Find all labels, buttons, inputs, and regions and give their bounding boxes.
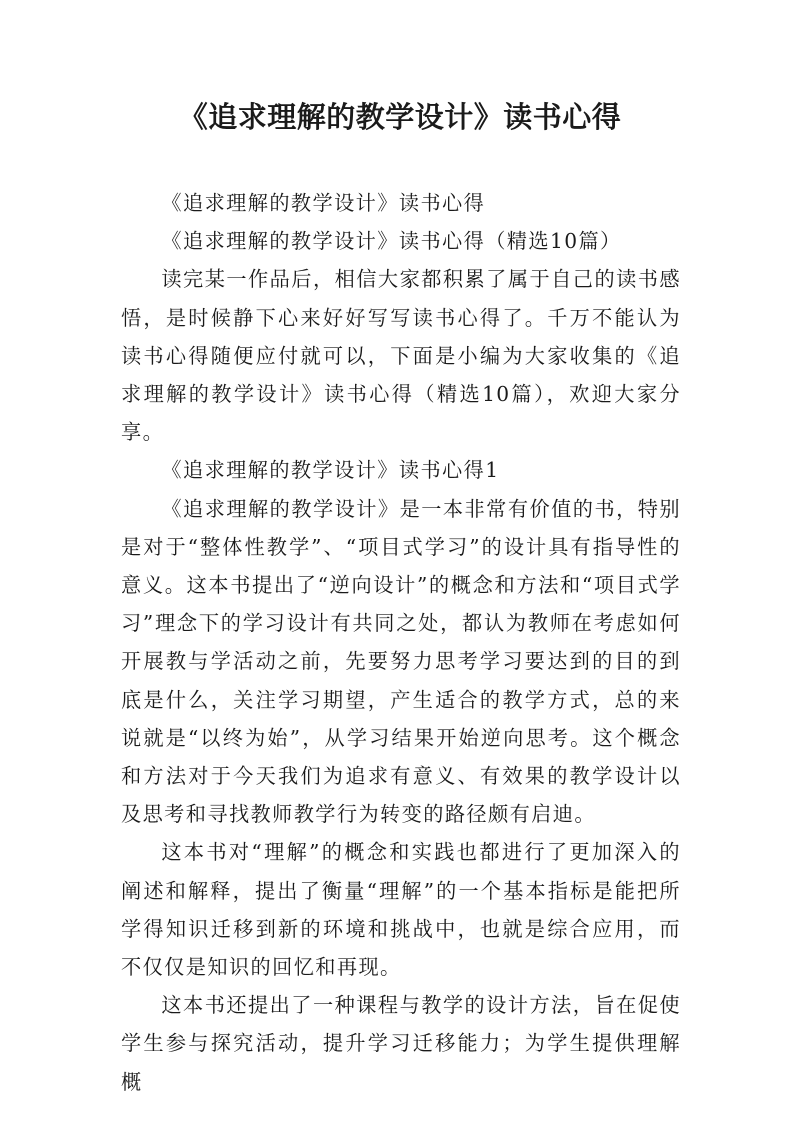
- body-paragraph: 《追求理解的教学设计》是一本非常有价值的书，特别是对于“整体性教学”、“项目式学习”的设计具有指导性的意义。这本书提出了“逆向设计”的概念和方法和“项目式学习”理念下的学习设计有共同之处，都认为教师在考虑如何开展教与学活动之前，先要努力思考学习要达到的目的到底是什么，关注学习期望，产生适合的教学方式，总的来说就是“以终为始”，从学习结果开始逆向思考。这个概念和方法对于今天我们为追求有意义、有效果的教学设计以及思考和寻找教师教学行为转变的路径颇有启迪。: [121, 496, 681, 827]
- body-paragraph: 这本书还提出了一种课程与教学的设计方法，旨在促使学生参与探究活动，提升学习迁移能力；为学生提供理解概: [121, 993, 681, 1094]
- subtitle-line: 《追求理解的教学设计》读书心得: [161, 191, 486, 215]
- document-body: [121, 184, 681, 1101]
- subtitle-line: 《追求理解的教学设计》读书心得（精选10篇）: [161, 229, 622, 254]
- section-heading: 《追求理解的教学设计》读书心得1: [161, 458, 500, 483]
- intro-paragraph: 读完某一作品后，相信大家都积累了属于自己的读书感悟，是时候静下心来好好写写读书心得了。千万不能认为读书心得随便应付就可以，下面是小编为大家收集的《追求理解的教学设计》读书心得（精选10篇），欢迎大家分享。: [121, 267, 681, 445]
- document-title: 《追求理解的教学设计》读书心得: [178, 100, 622, 134]
- body-paragraph: 这本书对“理解”的概念和实践也都进行了更加深入的阐述和解释，提出了衡量“理解”的一个基本指标是能把所学得知识迁移到新的环境和挑战中，也就是综合应用，而不仅仅是知识的回忆和再现。: [121, 840, 681, 980]
